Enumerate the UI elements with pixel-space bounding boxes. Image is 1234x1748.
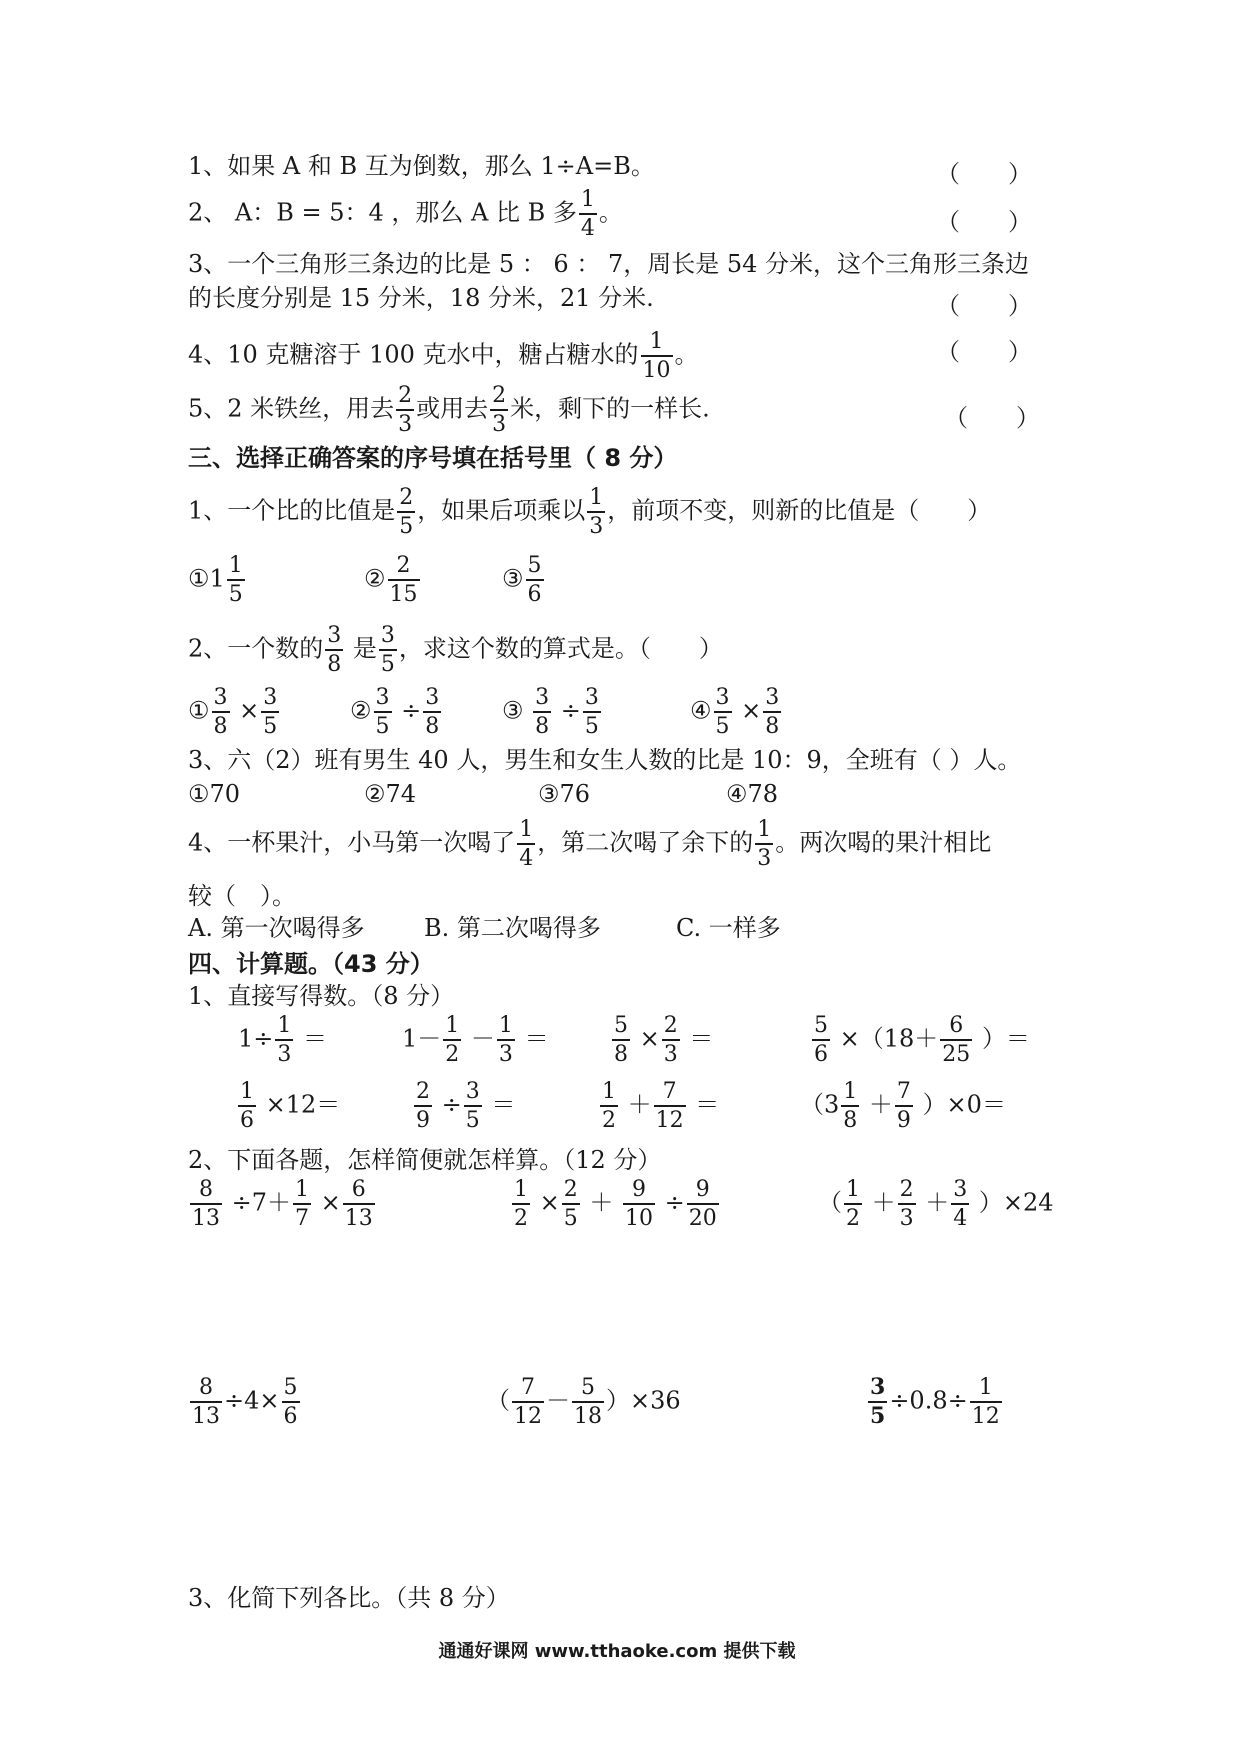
judge-q3-line2: 的长度分别是 15 分米，18 分米，21 分米. [188,284,654,312]
calc-item [486,1376,681,1428]
choice-q1-pre: 1、一个比的比值是 [188,496,396,525]
denominator: 3 [898,1203,916,1230]
option-marker: ④ [690,696,712,725]
denominator: 10 [641,355,673,382]
fraction [641,330,673,382]
numerator: 5 [581,1375,595,1400]
denominator: 5 [562,1203,580,1230]
denominator: 9 [895,1105,913,1132]
operator: ＋ [871,1188,896,1217]
numerator: 1 [295,1177,310,1202]
denominator: 8 [763,711,781,738]
denominator: 25 [940,1039,972,1066]
numerator: 3 [715,685,730,710]
numerator: 3 [584,685,599,710]
expr-text: （3 [800,1090,840,1119]
numerator: 1 [228,553,243,578]
fraction [512,1178,530,1230]
choice-q3-option-3[interactable]: ③76 [538,780,591,808]
calc-item [810,1014,1030,1066]
expr-text: ＝ [303,1024,328,1053]
choice-q2-option-4[interactable] [690,686,783,738]
numerator: 1 [240,1079,254,1104]
numerator: 5 [527,553,542,578]
fraction [275,1014,293,1066]
numerator: 2 [398,383,413,408]
denominator: 5 [261,711,279,738]
numerator: 3 [375,685,390,710]
numerator: 3 [535,685,550,710]
judge-q3-line1: 3、一个三角形三条边的比是 5 ： 6 ： 7，周长是 54 分米，这个三角形三条边 [188,250,1030,278]
numerator: 2 [492,383,507,408]
choice-q3-option-2[interactable]: ②74 [364,780,417,808]
expr-text: ）＝ [981,1024,1030,1053]
denominator: 4 [951,1203,969,1230]
denominator: 2 [844,1203,862,1230]
choice-q2-post: ，求这个数的算式是。（ ） [398,634,723,663]
denominator: 6 [238,1105,256,1132]
fraction [970,1376,1002,1428]
denominator: 13 [190,1401,222,1428]
fraction [868,1376,887,1428]
fraction [343,1178,375,1230]
fraction [414,1080,432,1132]
choice-q3-option-4[interactable]: ④78 [726,780,779,808]
judge-q4-post: 。 [674,340,699,369]
denominator: 12 [512,1401,544,1428]
denominator: 6 [526,579,544,606]
numerator: 1 [498,1013,513,1038]
operator: × [239,696,260,725]
answer-paren[interactable]: （ ） [936,160,1032,188]
fraction [583,686,601,738]
fraction [587,486,605,538]
denominator: 5 [714,711,732,738]
fraction [533,686,551,738]
calc-item [800,1080,1006,1132]
denominator: 12 [970,1401,1002,1428]
fraction [212,686,230,738]
option-marker: ③ [502,564,524,593]
choice-q3: 3、六（2）班有男生 40 人，男生和女生人数的比是 10：9，全班有（ ）人。 [188,746,1022,774]
numerator: 3 [870,1374,886,1400]
judge-q5-mid: 或用去 [416,394,489,423]
numerator: 7 [896,1079,911,1104]
judge-q2-pre: 2、 A：B = 5：4 ，那么 A 比 B 多 [188,198,577,227]
choice-q1-post: ，前项不变，则新的比值是（ ） [607,496,992,525]
numerator: 3 [263,685,278,710]
denominator: 3 [755,843,773,870]
calc-item [510,1178,721,1230]
fraction [397,486,415,538]
operator: × [320,1188,341,1217]
denominator: 5 [464,1105,482,1132]
fraction [687,1178,719,1230]
judge-q5 [188,384,710,436]
calc-item [238,1014,327,1066]
fraction [512,1376,544,1428]
choice-q4-option-c[interactable]: C. 一样多 [676,914,781,942]
footer-text: 通通好课网 www.tthaoke.com 提供下载 [438,1641,796,1662]
fraction [374,686,392,738]
expr-text: 1÷ [238,1024,274,1053]
expr-text: ÷4× [224,1386,280,1415]
fraction [898,1178,916,1230]
denominator: 8 [533,711,551,738]
denominator: 4 [517,843,535,870]
numerator: 1 [277,1013,292,1038]
calc-item [188,1178,377,1230]
fraction [464,1080,482,1132]
denominator: 18 [572,1401,604,1428]
numerator: 3 [380,623,395,648]
option-marker: ② [350,696,372,725]
fraction [190,1376,222,1428]
choice-q4-option-b[interactable]: B. 第二次喝得多 [424,914,601,942]
expr-text: （ [818,1188,842,1217]
judge-q5-pre: 5、2 米铁丝，用去 [188,394,395,423]
numerator: 9 [695,1177,710,1202]
numerator: 3 [953,1177,968,1202]
fraction [238,1080,256,1132]
option-marker: ① [188,696,210,725]
answer-paren[interactable]: （ ） [936,208,1032,236]
expr-text: ）×0＝ [922,1090,1006,1119]
numerator: 3 [465,1079,480,1104]
denominator: 6 [282,1401,300,1428]
numerator: 2 [899,1177,914,1202]
judge-q2 [188,188,623,240]
choice-q2 [188,624,723,676]
choice-q2-mid: 是 [345,634,377,663]
numerator: 3 [213,685,228,710]
operator: × [539,1188,560,1217]
fraction [562,1178,580,1230]
calc-item [866,1376,1004,1428]
fraction [526,554,544,606]
fraction [572,1376,604,1428]
numerator: 1 [514,1177,528,1202]
calc-item [412,1080,515,1132]
choice-q3-option-1[interactable]: ①70 [188,780,241,808]
option-marker: ③ [502,696,532,725]
denominator: 9 [414,1105,432,1132]
judge-q4 [188,330,699,382]
judge-q1: 1、如果 A 和 B 互为倒数，那么 1÷A=B。 [188,152,655,180]
fraction [895,1080,913,1132]
expr-text: ÷7＋ [231,1188,292,1217]
operator: － [470,1024,495,1053]
denominator: 10 [623,1203,655,1230]
denominator: 8 [212,711,230,738]
fraction [755,818,773,870]
section3-title: 三、选择正确答案的序号填在括号里（ 8 分） [188,444,678,472]
expr-text: 1－ [402,1024,442,1053]
numerator: 3 [327,623,342,648]
fraction [579,188,597,240]
denominator: 12 [654,1105,686,1132]
operator: ÷ [664,1188,685,1217]
calc-item [818,1178,1054,1230]
numerator: 7 [521,1375,535,1400]
denominator: 7 [293,1203,311,1230]
fraction [388,554,420,606]
numerator: 1 [649,329,664,354]
expr-text: （ [486,1386,510,1415]
denominator: 6 [812,1039,830,1066]
numerator: 6 [351,1177,366,1202]
expr-text: ＝ [524,1024,549,1053]
numerator: 1 [602,1079,616,1104]
operator: × [639,1024,660,1053]
choice-q2-option-2[interactable] [350,686,443,738]
fraction [497,1014,515,1066]
calc-item [188,1376,302,1428]
fraction [940,1014,972,1066]
judge-q5-post: 米，剩下的一样长. [510,394,710,423]
fraction [325,624,343,676]
numerator: 1 [978,1375,993,1400]
denominator: 3 [275,1039,293,1066]
operator: ＋ [589,1188,614,1217]
numerator: 1 [846,1177,860,1202]
denominator: 13 [190,1203,222,1230]
fraction [812,1014,830,1066]
choice-q4-post: 。两次喝的果汁相比 [775,828,992,857]
denominator: 8 [423,711,441,738]
calc-item [236,1080,340,1132]
operator: ÷ [401,696,422,725]
operator: ＋ [925,1188,950,1217]
numerator: 6 [949,1013,964,1038]
option-marker: ② [364,564,386,593]
fraction [190,1178,222,1230]
expr-text: ）×36 [606,1386,681,1415]
choice-q4-option-a[interactable]: A. 第一次喝得多 [188,914,365,942]
denominator: 3 [662,1039,680,1066]
fraction [379,624,397,676]
expr-text: ×（18＋ [839,1024,939,1053]
choice-q2-option-1[interactable] [188,686,281,738]
numerator: 8 [199,1177,213,1202]
denominator: 5 [397,511,415,538]
expr-text: ）×24 [978,1188,1054,1217]
denominator: 15 [388,579,420,606]
numerator: 2 [663,1013,678,1038]
judge-q4-pre: 4、10 克糖溶于 100 克水中，糖占糖水的 [188,340,639,369]
choice-q1 [188,486,991,538]
numerator: 3 [425,685,440,710]
numerator: 1 [757,817,772,842]
fraction [662,1014,680,1066]
operator: ÷ [560,696,581,725]
denominator: 2 [600,1105,618,1132]
section4-part1: 1、直接写得数。（8 分） [188,982,455,1010]
denominator: 3 [497,1039,515,1066]
section4-part3: 3、化简下列各比。（共 8 分） [188,1584,510,1612]
fraction [714,686,732,738]
expr-text: ×12＝ [265,1090,341,1119]
numerator: 8 [199,1375,213,1400]
fraction [293,1178,311,1230]
denominator: 5 [870,1403,886,1430]
numerator: 9 [632,1177,647,1202]
calc-item [402,1014,549,1066]
denominator: 8 [841,1105,859,1132]
choice-q2-option-3[interactable] [502,686,603,738]
numerator: 2 [399,485,414,510]
denominator: 5 [374,711,392,738]
operator: × [741,696,762,725]
expr-text: ＝ [491,1090,516,1119]
operator: ＋ [627,1090,652,1119]
numerator: 5 [283,1375,298,1400]
numerator: 1 [580,187,595,212]
numerator: 3 [765,685,780,710]
choice-q1-option-1[interactable] [188,554,247,606]
choice-q1-mid: ，如果后项乘以 [417,496,586,525]
expr-text: ÷0.8÷ [889,1386,968,1415]
fraction [490,384,508,436]
numerator: 1 [519,817,534,842]
denominator: 20 [687,1203,719,1230]
calc-item [598,1080,719,1132]
fraction [261,686,279,738]
answer-paren[interactable]: （ ） [944,404,1040,432]
fraction [282,1376,300,1428]
denominator: 3 [396,409,414,436]
fraction [951,1178,969,1230]
fraction [396,384,414,436]
denominator: 5 [379,649,397,676]
fraction [517,818,535,870]
choice-q2-pre: 2、一个数的 [188,634,324,663]
choice-q4-mid: ，第二次喝了余下的 [537,828,754,857]
denominator: 4 [579,213,597,240]
fraction [227,554,245,606]
fraction [841,1080,859,1132]
denominator: 5 [227,579,245,606]
choice-q1-option-3[interactable] [502,554,546,606]
numerator: 1 [843,1079,858,1104]
denominator: 2 [512,1203,530,1230]
numerator: 1 [589,485,604,510]
calc-item [610,1014,713,1066]
numerator: 2 [396,553,411,578]
fraction [654,1080,686,1132]
fraction [423,686,441,738]
denominator: 5 [583,711,601,738]
expr-text: ＝ [689,1024,714,1053]
operator: － [546,1386,570,1415]
section4-title: 四、计算题。（43 分） [188,950,434,978]
denominator: 8 [612,1039,630,1066]
numerator: 1 [445,1013,460,1038]
numerator: 2 [563,1177,578,1202]
fraction [443,1014,461,1066]
numerator: 5 [814,1013,828,1038]
fraction [600,1080,618,1132]
fraction [763,686,781,738]
choice-q4 [188,818,991,870]
operator: ÷ [441,1090,462,1119]
fraction [844,1178,862,1230]
answer-paren[interactable]: （ ） [936,292,1032,320]
operator: ＋ [868,1090,893,1119]
fraction [623,1178,655,1230]
denominator: 3 [587,511,605,538]
numerator: 2 [416,1079,430,1104]
judge-q2-post: 。 [598,198,623,227]
denominator: 2 [443,1039,461,1066]
denominator: 13 [343,1203,375,1230]
section4-part2: 2、下面各题，怎样简便就怎样算。（12 分） [188,1146,662,1174]
choice-q4-pre: 4、一杯果汁，小马第一次喝了 [188,828,516,857]
numerator: 7 [662,1079,677,1104]
option-marker: ①1 [188,564,225,593]
denominator: 3 [490,409,508,436]
choice-q1-option-2[interactable] [364,554,422,606]
numerator: 5 [614,1013,628,1038]
expr-text: ＝ [695,1090,720,1119]
fraction [612,1014,630,1066]
choice-q4-line2: 较（ ）。 [188,882,296,910]
answer-paren[interactable]: （ ） [936,338,1032,366]
denominator: 8 [325,649,343,676]
